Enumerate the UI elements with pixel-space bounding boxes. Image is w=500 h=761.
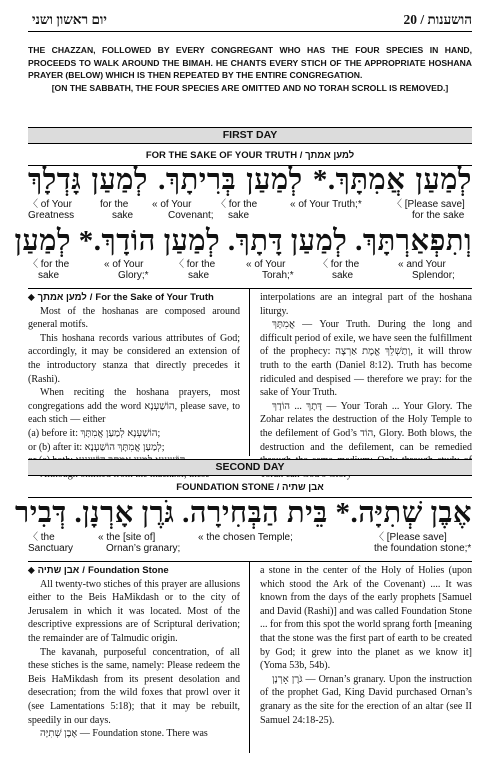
intro-instructions bbox=[28, 44, 472, 94]
first-day-gloss-2 bbox=[28, 259, 472, 285]
gloss-word: Torah;* bbox=[262, 270, 294, 281]
second-day-heading: FOUNDATION STONE / אבן שתיה bbox=[176, 482, 324, 493]
gloss-word: sake bbox=[332, 270, 354, 281]
gloss-word: « the chosen Temple; bbox=[198, 532, 293, 543]
gloss-word: 〈 the bbox=[28, 532, 55, 543]
gloss-word: Covenant; bbox=[168, 210, 214, 221]
note-title-he: אבן שתיה bbox=[37, 565, 80, 576]
paragraph: When reciting the hoshana prayers, most congregations add the word הוֹשַׁעְנָא, please save, to each stich — either bbox=[28, 387, 240, 426]
paragraph: interpolations are an integral part of the hoshana liturgy. bbox=[260, 292, 472, 317]
gloss-word: 〈 for the bbox=[28, 259, 70, 270]
gloss-word: Glory;* bbox=[118, 270, 149, 281]
first-day-hebrew-line-2: וְתִפְאַרְתָּךְ. לְמַעַן דָּתָךְ. לְמַעַן הוֹדָךְ.* לְמַעַן bbox=[14, 225, 472, 257]
divider bbox=[28, 288, 472, 289]
gloss-word: sake bbox=[112, 210, 134, 221]
gloss-word: « the [site of] bbox=[98, 532, 156, 543]
second-day-bar bbox=[28, 459, 472, 476]
gloss-word: 〈 for the bbox=[216, 199, 258, 210]
note-title: ⬥ אבן שתיה / Foundation Stone bbox=[28, 565, 169, 576]
first-day-commentary-right bbox=[260, 291, 472, 481]
paragraph: The kavanah, purposeful concentration, of all these stiches is the same, namely: Please redeem the Beis HaMikdash from its present desolation and desecration; from the wild foxes that prowl over it (see Lamentations 5:18); that it may be rebuilt, speedily in our days. bbox=[28, 646, 240, 726]
bullet-icon: ⬥ bbox=[28, 565, 35, 576]
first-day-heading-he: למען אמתך bbox=[305, 150, 355, 161]
first-day-heading: FOR THE SAKE OF YOUR TRUTH / למען אמתך bbox=[145, 150, 355, 161]
gloss-word: sake bbox=[38, 270, 60, 281]
second-day-gloss bbox=[28, 532, 472, 558]
gloss-word: Sanctuary bbox=[28, 543, 74, 554]
gloss-word: sake bbox=[188, 270, 210, 281]
note-title-en: For the Sake of Your Truth bbox=[95, 292, 214, 303]
first-day-gloss-1 bbox=[28, 199, 472, 225]
gloss-word: the foundation stone;* bbox=[374, 543, 472, 554]
day-label: יום ראשון ושני bbox=[32, 12, 107, 27]
paragraph: אֶבֶן שְׁתִיָּה — Foundation stone. There was bbox=[40, 728, 208, 740]
gloss-word: Splendor; bbox=[412, 270, 455, 281]
column-divider bbox=[249, 561, 250, 753]
divider bbox=[28, 561, 472, 562]
gloss-word: 〈 for the bbox=[174, 259, 216, 270]
gloss-word: « of Your bbox=[152, 199, 192, 210]
paragraph: or (b) after it: לְמַעַן אֲמִתָּךְ הוֹשַׁעְנָא; bbox=[28, 441, 165, 453]
first-day-heading-en: FOR THE SAKE OF YOUR TRUTH bbox=[145, 150, 298, 161]
paragraph: All twenty-two stiches of this prayer are allusions either to the Beis HaMikdash or to the city of Jerusalem in which it was located. Most of the descriptive expressions are of Scriptural derivation; the remainder are of Talmudic origin. bbox=[28, 578, 240, 644]
column-divider bbox=[249, 288, 250, 456]
gloss-word: Greatness bbox=[28, 210, 75, 221]
gloss-word: Ornan’s granary; bbox=[106, 543, 181, 554]
paragraph: Most of the hoshanas are composed around general motifs. bbox=[28, 305, 240, 331]
first-day-bar bbox=[28, 127, 472, 144]
gloss-word: for the bbox=[100, 199, 129, 210]
paragraph: a stone in the center of the Holy of Holies (upon which stood the Ark of the Covenant) .... It was known from the days of the early prophets [Samuel and David (Rashi)] and was called Foundation Stone ... for from this spot the world sprang forth [meaning that the stone was the first part of earth to be created by God; it grew into the planet as we know it] (Yoma 53b, 54b). bbox=[260, 565, 472, 672]
note-title-en: Foundation Stone bbox=[87, 565, 169, 576]
first-day-hebrew-line-1: לְמַעַן אֲמִתָּךְ.* לְמַעַן בְּרִיתָךְ. לְמַעַן גָּדְלָךְ bbox=[28, 164, 472, 196]
gloss-word: 〈 [Please save] bbox=[374, 532, 447, 543]
sabbath-note: [ON THE SABBATH, THE FOUR SPECIES ARE OMITTED AND NO TORAH SCROLL IS REMOVED.] bbox=[51, 82, 449, 93]
paragraph: דָּתָךְ ... הוֹדָךְ — Your Torah ... Your Glory. The Zohar relates the destruction of the Holy Temple to the defilement of God’s הוֹד, Glory. Both blows, the destruction and the defilement, can be remedied bbox=[260, 400, 472, 453]
second-day-label: SECOND DAY bbox=[215, 461, 285, 473]
paragraph: אֲמִתָּךְ — Your Truth. During the long and difficult period of exile, we have seen the fulfillment of the prophecy: וְתַשְׁלֵךְ אֱמֶת אַרְצָה, it will throw truth to the earth (Daniel 8:12). Truth has become ridiculed and despised — therefore we pray: for the sake of Your Truth. bbox=[260, 319, 472, 399]
second-day-hebrew-line: אֶבֶן שְׁתִיָּה.* בֵּית הַבְּחִירָה. גֹּרֶן אָרְנָן. דְּבִיר bbox=[14, 497, 472, 529]
gloss-word: sake bbox=[228, 210, 250, 221]
gloss-word: 〈 for the bbox=[318, 259, 360, 270]
gloss-word: « of Your bbox=[104, 259, 144, 270]
paragraph: This hoshana records various attributes of God; accordingly, it may be considered an extension of the introductory stanza that directly precedes it (Rashi). bbox=[28, 332, 240, 385]
first-day-label: FIRST DAY bbox=[222, 129, 278, 141]
second-day-commentary-right bbox=[260, 564, 472, 727]
gloss-word: 〈 [Please save] bbox=[392, 199, 465, 210]
bullet-icon: ⬥ bbox=[28, 292, 35, 303]
paragraph: גֹּרֶן אָרְנָן — Ornan’s granary. Upon the instruction of the prophet Gad, King David purchased Ornan’s granary as the site for the erection of an altar (see II Samuel 24:18-25). bbox=[260, 673, 472, 726]
intro-text: THE CHAZZAN, FOLLOWED BY EVERY CONGREGANT WHO HAS THE FOUR SPECIES IN HAND, PROCEEDS TO WALK AROUND THE BIMAH. HE CHANTS EVERY STICH OF THE APPROPRIATE HOSHANA PRAYER (BELOW) WHICH IS THEN REPEATED BY THE ENTIRE CONGREGATION. bbox=[28, 45, 472, 81]
second-day-commentary-left bbox=[28, 564, 240, 741]
gloss-word: for the sake bbox=[412, 210, 465, 221]
second-day-heading-he: אבן שתיה bbox=[282, 482, 324, 493]
paragraph: (a) before it: הוֹשַׁעְנָא לְמַעַן אֲמִתָּךְ; bbox=[28, 427, 161, 439]
gloss-word: 〈 of Your bbox=[28, 199, 72, 210]
gloss-word: « and Your bbox=[398, 259, 446, 270]
page-label: 20 / הושענות bbox=[403, 12, 472, 27]
note-title: ⬥ למען אמתך / For the Sake of Your Truth bbox=[28, 292, 214, 303]
second-day-heading-en: FOUNDATION STONE bbox=[176, 482, 275, 493]
first-day-commentary-left bbox=[28, 291, 240, 481]
gloss-word: « of Your bbox=[246, 259, 286, 270]
gloss-word: « of Your Truth;* bbox=[290, 199, 362, 210]
page-header bbox=[28, 10, 472, 32]
note-title-he: למען אמתך bbox=[37, 292, 87, 303]
